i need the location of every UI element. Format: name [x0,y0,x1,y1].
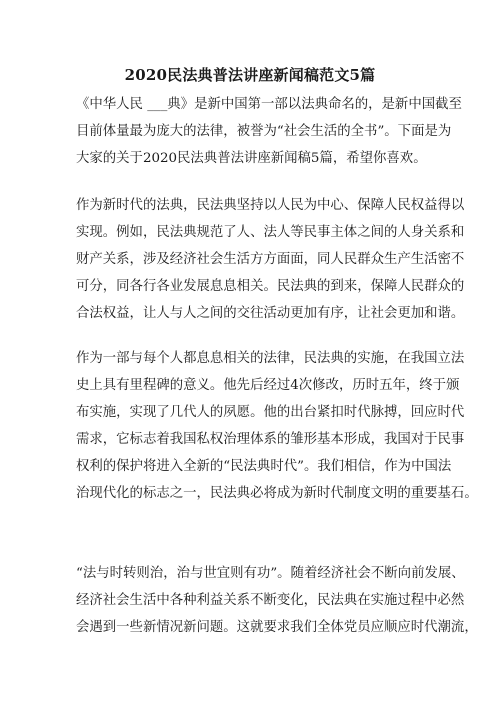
text-line: 权利的保护将进入全新的“民法典时代”。我们相信，作为中国法 [76,459,452,474]
text-line: 可分，同各行各业发展息息相关。民法典的到来，保障人民群众的 [76,279,465,294]
text-line: 作为新时代的法典，民法典坚持以人民为中心、保障人民权益得以 [76,198,465,213]
text-line: 史上具有里程碑的意义。他先后经过4次修改，历时五年，终于颁 [76,378,460,393]
body-paragraph [76,560,478,641]
text-line: 合法权益，让人与人之间的交往活动更加有序，让社会更加和谐。 [76,306,465,321]
body-paragraph [76,192,465,327]
intro-paragraph [76,91,462,172]
document-title: 2020民法典普法讲座新闻稿范文5篇 [124,66,376,84]
text-line: 会遇到一些新情况新问题。这就要求我们全体党员应顺应时代潮流， [76,620,478,635]
text-line: 《中华人民 ___典》是新中国第一部以法典命名的，是新中国截至 [76,97,462,112]
text-line: 目前体量最为庞大的法律，被誉为“社会生活的全书”。下面是为 [76,124,452,139]
text-line: 财产关系，涉及经济社会生活方方面面，同人民群众生产生活密不 [76,252,465,267]
text-line: 布实施，实现了几代人的夙愿。他的出台紧扣时代脉搏，回应时代 [76,405,465,420]
text-line: 实现。例如，民法典规范了人、法人等民事主体之间的人身关系和 [76,225,465,240]
text-line: 需求，它标志着我国私权治理体系的雏形基本形成，我国对于民事 [76,432,465,447]
text-line: “法与时转则治，治与世宜则有功”。随着经济社会不断向前发展、 [76,566,465,581]
text-line: 作为一部与每个人都息息相关的法律，民法典的实施，在我国立法 [76,351,465,366]
text-line: 治现代化的标志之一，民法典必将成为新时代制度文明的重要基石。 [76,486,478,501]
text-line: 大家的关于2020民法典普法讲座新闻稿5篇，希望你喜欢。 [76,151,427,166]
text-line: 经济社会生活中各种利益关系不断变化，民法典在实施过程中必然 [76,593,465,608]
body-paragraph [76,345,478,507]
